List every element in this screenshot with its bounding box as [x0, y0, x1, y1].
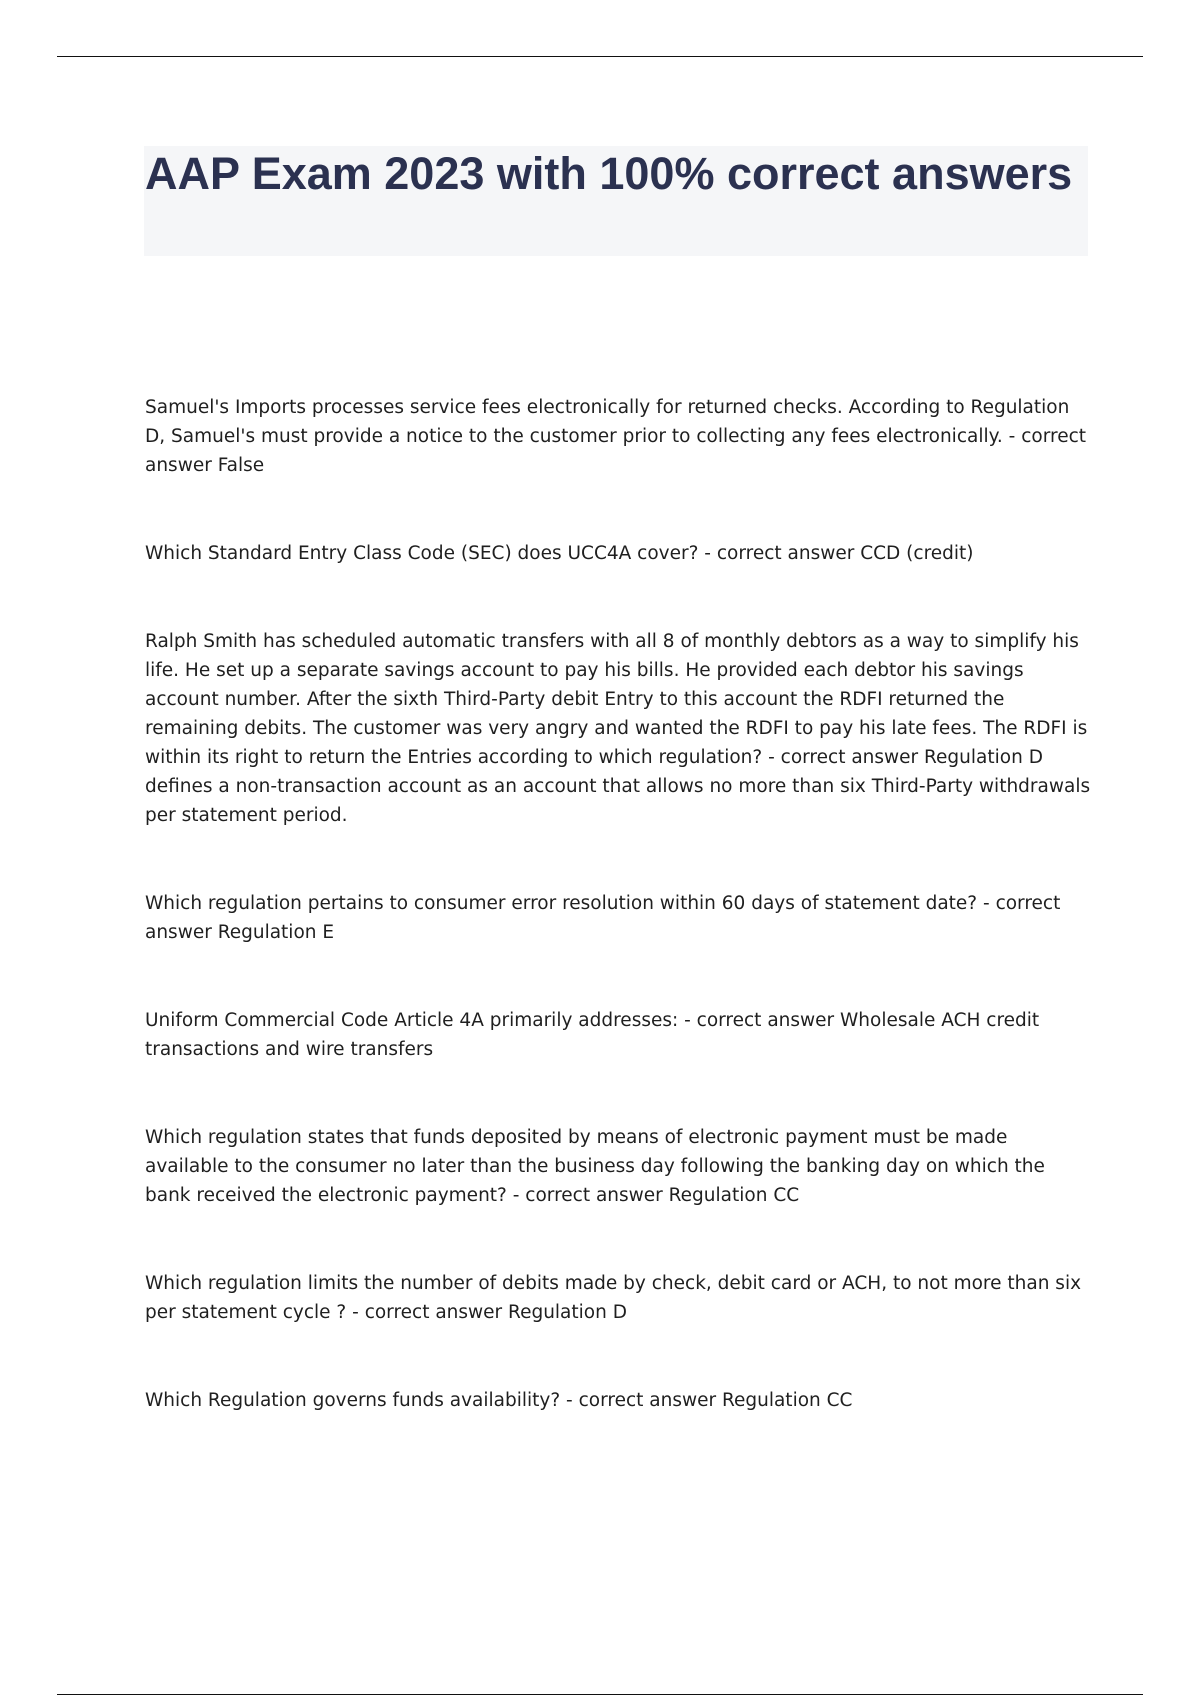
qa-item-7: Which regulation limits the number of debits made by check, debit card or ACH, to not more than six per statement cycle ? - correct answer Regulation D: [145, 1273, 1082, 1323]
question-answer-list: [145, 393, 1095, 1474]
qa-item-1: Samuel's Imports processes service fees electronically for returned checks. According to Regulation D, Samuel's must provide a notice to the customer prior to collecting any fees electronically. - correct answer False: [145, 397, 1087, 476]
qa-item-8: Which Regulation governs funds availability? - correct answer Regulation CC: [145, 1390, 853, 1411]
qa-item-6: Which regulation states that funds deposited by means of electronic payment must be made available to the consumer no later than the business day following the banking day on which the bank received the electronic payment? - correct answer Regulation CC: [145, 1127, 1045, 1206]
qa-item-2: Which Standard Entry Class Code (SEC) does UCC4A cover? - correct answer CCD (credit): [145, 543, 974, 564]
qa-item-3: Ralph Smith has scheduled automatic transfers with all 8 of monthly debtors as a way to simplify his life. He set up a separate savings account to pay his bills. He provided each debtor his savings account number. After the sixth Third-Party debit Entry to this account the RDFI returned the remaining debits. The customer was very angry and wanted the RDFI to pay his late fees. The RDFI is within its right to return the Entries according to which regulation? - correct answer Regulation D defines a non-transaction account as an account that allows no more than six Third-Party withdrawals per statement period.: [145, 631, 1091, 826]
qa-item-5: Uniform Commercial Code Article 4A primarily addresses: - correct answer Wholesale ACH credit transactions and wire transfers: [145, 1010, 1040, 1060]
document-title: AAP Exam 2023 with 100% correct answers: [145, 148, 1073, 199]
qa-item-4: Which regulation pertains to consumer error resolution within 60 days of statement date? - correct answer Regulation E: [145, 893, 1061, 943]
header-rule: [57, 56, 1143, 57]
footer-rule: [57, 1694, 1143, 1695]
